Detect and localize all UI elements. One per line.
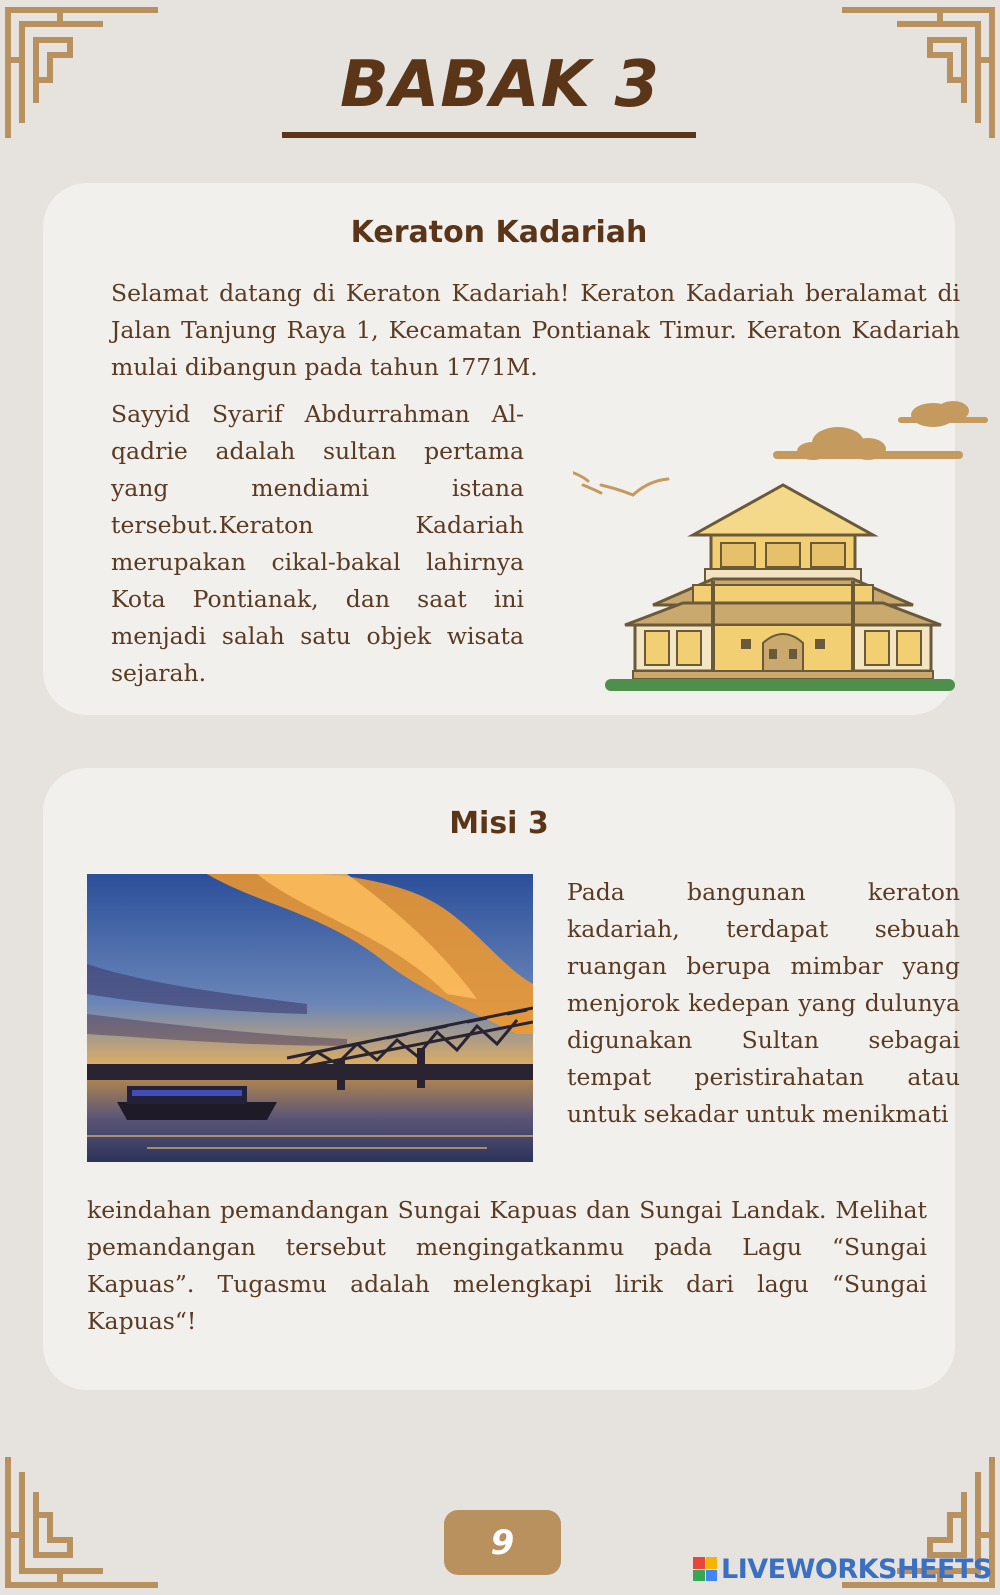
- mission-card: [43, 768, 960, 1390]
- mission-paragraph-side: Pada bangunan keraton kadariah, terdapat sebuah ruangan berupa mimbar yang menjorok kedepan yang dulunya digunakan Sultan sebagai tempat peristirahatan atau untuk sekadar untuk menikmati: [567, 878, 960, 1128]
- liveworksheets-logo-icon: [693, 1557, 717, 1581]
- sultan-paragraph: Sayyid Syarif Abdurrahman Al-qadrie adalah sultan pertama yang mendiami istana tersebut.Keraton Kadariah merupakan cikal-bakal lahirnya Kota Pontianak, dan saat ini menjadi salah satu objek wisata sejarah.: [111, 400, 524, 687]
- kapuas-river-bridge-photo: [87, 874, 533, 1162]
- title-underline: [282, 132, 696, 138]
- card-heading-mission: Misi 3: [449, 806, 549, 841]
- page-title: BABAK 3: [339, 48, 661, 122]
- keraton-palace-illustration: [573, 393, 1000, 693]
- corner-ornament-icon: [0, 1455, 160, 1595]
- liveworksheets-logo: [693, 1552, 992, 1586]
- mission-paragraph-task: keindahan pemandangan Sungai Kapuas dan Sungai Landak. Melihat pemandangan tersebut mengingatkanmu pada Lagu “Sungai Kapuas”. Tugasmu adalah melengkapi lirik dari lagu “Sungai Kapuas“!: [87, 1196, 927, 1335]
- intro-paragraph: Selamat datang di Keraton Kadariah! Keraton Kadariah beralamat di Jalan Tanjung Raya 1, Kecamatan Pontianak Timur. Keraton Kadariah mulai dibangun pada tahun 1771M.: [111, 279, 960, 381]
- page-number: 9: [444, 1510, 561, 1575]
- card-heading-keraton: Keraton Kadariah: [350, 215, 648, 250]
- brand-name: LIVEWORKSHEETS: [721, 1553, 992, 1585]
- keraton-info-card: [43, 183, 960, 715]
